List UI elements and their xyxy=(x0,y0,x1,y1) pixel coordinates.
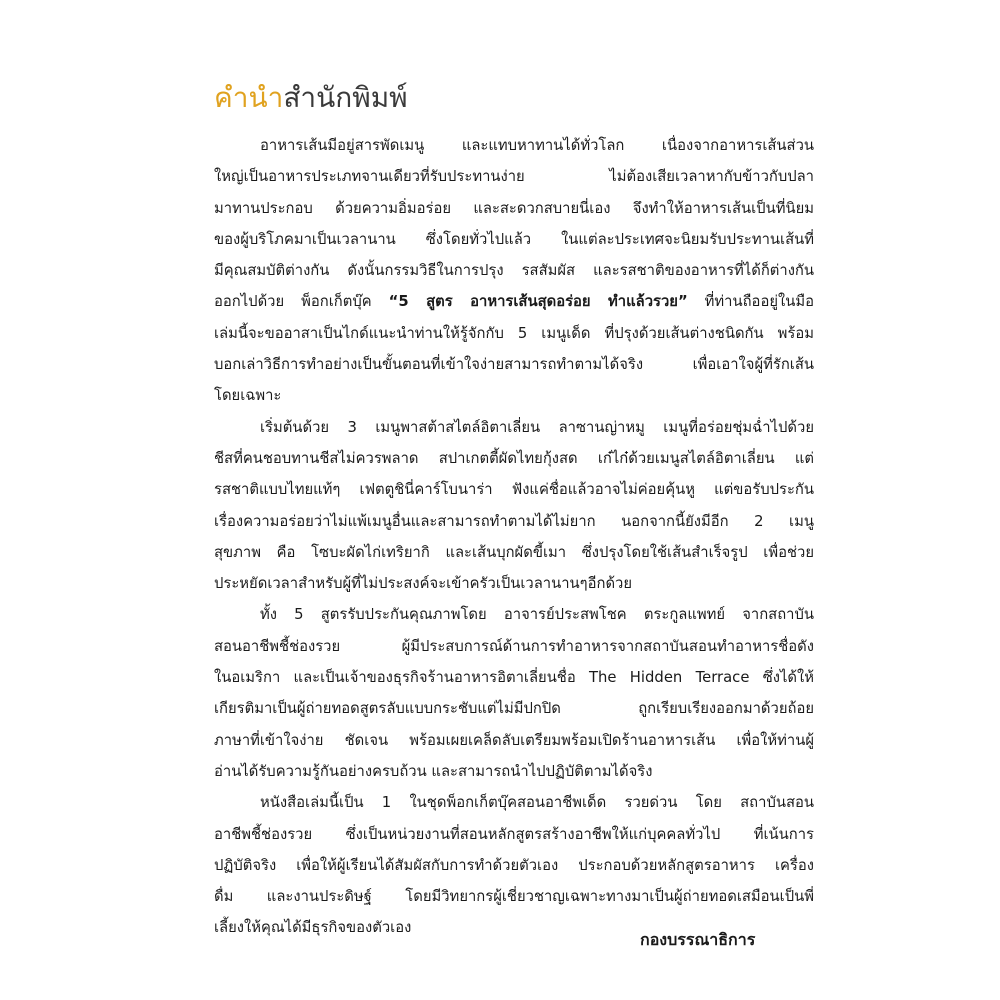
paragraph-line: สอนอาชีพชี้ช่องรวย ผู้มีประสบการณ์ด้านการทำอาหารจากสถาบันสอนทำอาหารชื่อดัง xyxy=(214,637,814,655)
preface-body xyxy=(214,130,814,944)
paragraph-line xyxy=(214,286,814,317)
paragraph-line: ประหยัดเวลาสำหรับผู้ที่ไม่ประสงค์จะเข้าครัวเป็นเวลานานๆอีกด้วย xyxy=(214,575,633,593)
paragraph-line: ดื่ม และงานประดิษฐ์ โดยมีวิทยากรผู้เชี่ยวชาญเฉพาะทางมาเป็นผู้ถ่ายทอดเสมือนเป็นพี่ xyxy=(214,888,814,906)
paragraph-line: หนังสือเล่มนี้เป็น 1 ในชุดพ็อกเก็ตบุ๊คสอนอาชีพเด็ด รวยด่วน โดย สถาบันสอน xyxy=(260,794,814,812)
paragraph-line: อาชีพชี้ช่องรวย ซึ่งเป็นหน่วยงานที่สอนหลักสูตรสร้างอาชีพให้แก่บุคคลทั่วไป ที่เน้นการ xyxy=(214,825,814,843)
paragraph-line: ของผู้บริโภคมาเป็นเวลานาน ซึ่งโดยทั่วไปแล้ว ในแต่ละประเทศจะนิยมรับประทานเส้นที่ xyxy=(214,230,814,248)
paragraph-line: มาทานประกอบ ด้วยความอิ่มอร่อย และสะดวกสบายนี่เอง จึงทำให้อาหารเส้นเป็นที่นิยม xyxy=(214,199,814,217)
paragraph-line: ใหญ่เป็นอาหารประเภทจานเดียวที่รับประทานง่าย ไม่ต้องเสียเวลาหากับข้าวกับปลา xyxy=(214,168,814,186)
signature: กองบรรณาธิการ xyxy=(640,930,756,949)
heading-publisher-word: สำนักพิมพ์ xyxy=(283,81,408,114)
paragraph-line: อาหารเส้นมีอยู่สารพัดเมนู และแทบหาทานได้ทั่วโลก เนื่องจากอาหารเส้นส่วน xyxy=(260,137,814,154)
text-run: ออกไปด้วย พ็อกเก็ตบุ๊ค xyxy=(214,293,389,311)
paragraph-line: ชีสที่คนชอบทานชีสไม่ควรพลาด สปาเกตตี้ผัดไทยกุ้งสด เก๋ไก๋ด้วยเมนูสไตล์อิตาเลี่ยน แต่ xyxy=(214,449,814,467)
paragraph-line: โดยเฉพาะ xyxy=(214,387,282,405)
paragraph-line: เริ่มต้นด้วย 3 เมนูพาสต้าสไตล์อิตาเลี่ยน ลาซานญ่าหมู เมนูที่อร่อยชุ่มฉ่ำไปด้วย xyxy=(260,418,814,436)
paragraph-line: เลี้ยงให้คุณได้มีธุรกิจของตัวเอง xyxy=(214,919,412,937)
paragraph-line: เล่มนี้จะขออาสาเป็นไกด์แนะนำท่านให้รู้จักกับ 5 เมนูเด็ด ที่ปรุงด้วยเส้นต่างชนิดกัน พร้อม xyxy=(214,324,814,342)
paragraph-line: เกียรติมาเป็นผู้ถ่ายทอดสูตรลับแบบกระชับแต่ไม่มีปกปิด ถูกเรียบเรียงออกมาด้วยถ้อย xyxy=(214,700,814,718)
paragraph-line: มีคุณสมบัติต่างกัน ดังนั้นกรรมวิธีในการปรุง รสสัมผัส และรสชาติของอาหารที่ได้ก็ต่างกัน xyxy=(214,262,814,280)
preface-heading xyxy=(214,76,408,120)
paragraph-line: ภาษาที่เข้าใจง่าย ชัดเจน พร้อมเผยเคล็ดลับเตรียมพร้อมเปิดร้านอาหารเส้น เพื่อให้ท่านผู้ xyxy=(214,731,814,749)
paragraph-line: ในอเมริกา และเป็นเจ้าของธุรกิจร้านอาหารอิตาเลี่ยนชื่อ The Hidden Terrace ซึ่งได้ให้ xyxy=(214,669,814,687)
paragraph-line: เรื่องความอร่อยว่าไม่แพ้เมนูอื่นและสามารถทำตามได้ไม่ยาก นอกจากนี้ยังมีอีก 2 เมนู xyxy=(214,512,814,530)
paragraph-line: รสชาติแบบไทยแท้ๆ เฟตตูชินี่คาร์โบนาร่า ฟังแค่ชื่อแล้วอาจไม่ค่อยคุ้นหู แต่ขอรับประกัน xyxy=(214,481,814,499)
paragraph-line: อ่านได้รับความรู้กันอย่างครบถ้วน และสามารถนำไปปฏิบัติตามได้จริง xyxy=(214,762,653,780)
text-run: ที่ท่านถืออยู่ในมือ xyxy=(687,293,814,311)
heading-accent-word: คำนำ xyxy=(214,81,284,114)
paragraph-line: บอกเล่าวิธีการทำอย่างเป็นขั้นตอนที่เข้าใจง่ายสามารถทำตามได้จริง เพื่อเอาใจผู้ที่รักเส้น xyxy=(214,356,814,374)
paragraph-line: ปฏิบัติจริง เพื่อให้ผู้เรียนได้สัมผัสกับการทำด้วยตัวเอง ประกอบด้วยหลักสูตรอาหาร เครื่อง xyxy=(214,856,814,874)
paragraph-line: ทั้ง 5 สูตรรับประกันคุณภาพโดย อาจารย์ประสพโชค ตระกูลแพทย์ จากสถาบัน xyxy=(260,606,814,624)
paragraph-line: สุขภาพ คือ โซบะผัดไก่เทริยากิ และเส้นบุกผัดขี้เมา ซึ่งปรุงโดยใช้เส้นสำเร็จรูป เพื่อช่วย xyxy=(214,543,814,561)
book-title-emphasis: “5 สูตร อาหารเส้นสุดอร่อย ทำแล้วรวย” xyxy=(388,293,688,311)
